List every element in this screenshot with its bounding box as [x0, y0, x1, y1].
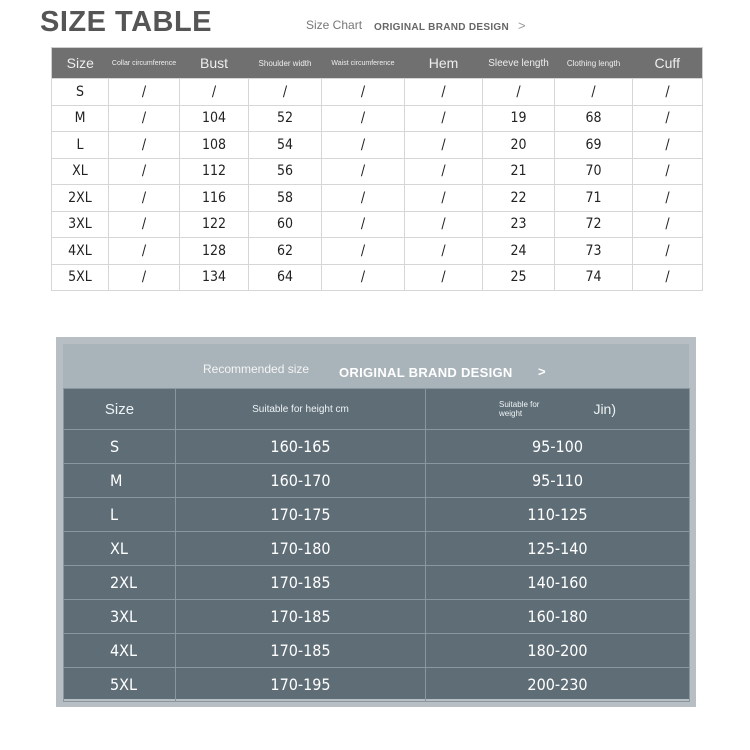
value-cell: /: [180, 79, 249, 106]
col-size: Size: [52, 48, 109, 79]
table-row: [64, 532, 690, 566]
size-cell: L: [64, 498, 176, 532]
height-cell: 170-185: [176, 634, 426, 668]
value-cell: /: [322, 211, 405, 238]
size-cell: S: [64, 430, 176, 464]
size-cell: S: [52, 79, 109, 106]
height-cell: 170-180: [176, 532, 426, 566]
value-cell: 70: [555, 158, 633, 185]
value-cell: /: [633, 211, 703, 238]
recommended-size-panel: [56, 337, 696, 707]
value-cell: 19: [483, 105, 555, 132]
col-sleeve: Sleeve length: [483, 48, 555, 79]
value-cell: /: [322, 185, 405, 212]
size-cell: 3XL: [52, 211, 109, 238]
size-cell: 5XL: [52, 264, 109, 291]
height-cell: 170-185: [176, 600, 426, 634]
recommended-table: [63, 388, 690, 702]
table-row: [64, 498, 690, 532]
col-waist: Waist circumference: [322, 48, 405, 79]
recommended-brand: ORIGINAL BRAND DESIGN: [339, 365, 513, 380]
weight-cell: 125-140: [426, 532, 690, 566]
weight-cell: 95-110: [426, 464, 690, 498]
value-cell: /: [633, 264, 703, 291]
value-cell: /: [109, 132, 180, 159]
table-row: [52, 185, 703, 212]
value-cell: /: [405, 79, 483, 106]
value-cell: /: [109, 158, 180, 185]
height-cell: 170-185: [176, 566, 426, 600]
value-cell: 52: [249, 105, 322, 132]
value-cell: 56: [249, 158, 322, 185]
value-cell: /: [322, 238, 405, 265]
value-cell: 20: [483, 132, 555, 159]
value-cell: /: [405, 264, 483, 291]
height-cell: 170-195: [176, 668, 426, 702]
value-cell: 24: [483, 238, 555, 265]
size-cell: 4XL: [64, 634, 176, 668]
size-cell: 5XL: [64, 668, 176, 702]
weight-cell: 140-160: [426, 566, 690, 600]
col-bust: Bust: [180, 48, 249, 79]
value-cell: /: [322, 132, 405, 159]
value-cell: /: [109, 185, 180, 212]
value-cell: 64: [249, 264, 322, 291]
table-row: [64, 430, 690, 464]
value-cell: 104: [180, 105, 249, 132]
value-cell: 122: [180, 211, 249, 238]
value-cell: 72: [555, 211, 633, 238]
value-cell: 108: [180, 132, 249, 159]
value-cell: 62: [249, 238, 322, 265]
col-height: Suitable for height cm: [176, 389, 426, 430]
value-cell: 68: [555, 105, 633, 132]
table-row: [64, 600, 690, 634]
value-cell: /: [405, 211, 483, 238]
value-cell: 21: [483, 158, 555, 185]
chevron-right-icon: >: [538, 364, 546, 379]
size-cell: 3XL: [64, 600, 176, 634]
value-cell: /: [555, 79, 633, 106]
height-cell: 170-175: [176, 498, 426, 532]
value-cell: /: [633, 238, 703, 265]
weight-cell: 200-230: [426, 668, 690, 702]
value-cell: /: [633, 185, 703, 212]
value-cell: /: [483, 79, 555, 106]
value-cell: 71: [555, 185, 633, 212]
value-cell: 128: [180, 238, 249, 265]
value-cell: 23: [483, 211, 555, 238]
value-cell: /: [322, 79, 405, 106]
table-row: [52, 105, 703, 132]
value-cell: /: [633, 105, 703, 132]
size-cell: 4XL: [52, 238, 109, 265]
size-cell: M: [52, 105, 109, 132]
value-cell: 25: [483, 264, 555, 291]
col-size: Size: [64, 389, 176, 430]
table-row: [52, 211, 703, 238]
value-cell: /: [109, 105, 180, 132]
table-row: [52, 132, 703, 159]
weight-cell: 160-180: [426, 600, 690, 634]
value-cell: 69: [555, 132, 633, 159]
weight-cell: 180-200: [426, 634, 690, 668]
value-cell: /: [322, 158, 405, 185]
value-cell: 54: [249, 132, 322, 159]
table-row: [52, 79, 703, 106]
table-row: [64, 634, 690, 668]
value-cell: /: [633, 132, 703, 159]
recommended-header: [63, 344, 689, 388]
size-cell: 2XL: [64, 566, 176, 600]
value-cell: /: [109, 238, 180, 265]
col-collar: Collar circumference: [109, 48, 180, 79]
value-cell: /: [633, 158, 703, 185]
size-table-header: [52, 48, 703, 79]
chevron-right-icon: >: [518, 18, 526, 33]
recommended-table-header: [64, 389, 690, 430]
value-cell: /: [405, 185, 483, 212]
value-cell: /: [405, 105, 483, 132]
page-title: SIZE TABLE: [40, 6, 213, 38]
weight-cell: 110-125: [426, 498, 690, 532]
col-cuff: Cuff: [633, 48, 703, 79]
weight-cell: 95-100: [426, 430, 690, 464]
size-cell: XL: [52, 158, 109, 185]
table-row: [64, 464, 690, 498]
size-cell: M: [64, 464, 176, 498]
size-cell: L: [52, 132, 109, 159]
value-cell: /: [633, 79, 703, 106]
value-cell: /: [109, 264, 180, 291]
value-cell: 73: [555, 238, 633, 265]
col-shoulder: Shoulder width: [249, 48, 322, 79]
value-cell: 22: [483, 185, 555, 212]
value-cell: 116: [180, 185, 249, 212]
table-row: [52, 264, 703, 291]
table-row: [52, 238, 703, 265]
col-weight-unit: Jin): [593, 400, 616, 417]
value-cell: /: [109, 79, 180, 106]
value-cell: /: [109, 211, 180, 238]
value-cell: 134: [180, 264, 249, 291]
value-cell: 60: [249, 211, 322, 238]
brand-label: ORIGINAL BRAND DESIGN: [374, 22, 510, 33]
value-cell: 74: [555, 264, 633, 291]
value-cell: /: [249, 79, 322, 106]
size-chart-label: Size Chart: [306, 18, 363, 32]
height-cell: 160-170: [176, 464, 426, 498]
value-cell: /: [322, 264, 405, 291]
recommended-subtitle: Recommended size: [203, 362, 310, 376]
col-hem: Hem: [405, 48, 483, 79]
value-cell: /: [405, 158, 483, 185]
size-table: [51, 47, 703, 291]
table-row: [64, 566, 690, 600]
value-cell: 58: [249, 185, 322, 212]
col-weight: [426, 389, 690, 430]
height-cell: 160-165: [176, 430, 426, 464]
col-weight-label: Suitable for weight: [498, 399, 540, 418]
value-cell: /: [405, 132, 483, 159]
size-cell: XL: [64, 532, 176, 566]
size-cell: 2XL: [52, 185, 109, 212]
table-row: [52, 158, 703, 185]
value-cell: /: [405, 238, 483, 265]
table-row: [64, 668, 690, 702]
value-cell: 112: [180, 158, 249, 185]
col-clothing-length: Clothing length: [555, 48, 633, 79]
value-cell: /: [322, 105, 405, 132]
